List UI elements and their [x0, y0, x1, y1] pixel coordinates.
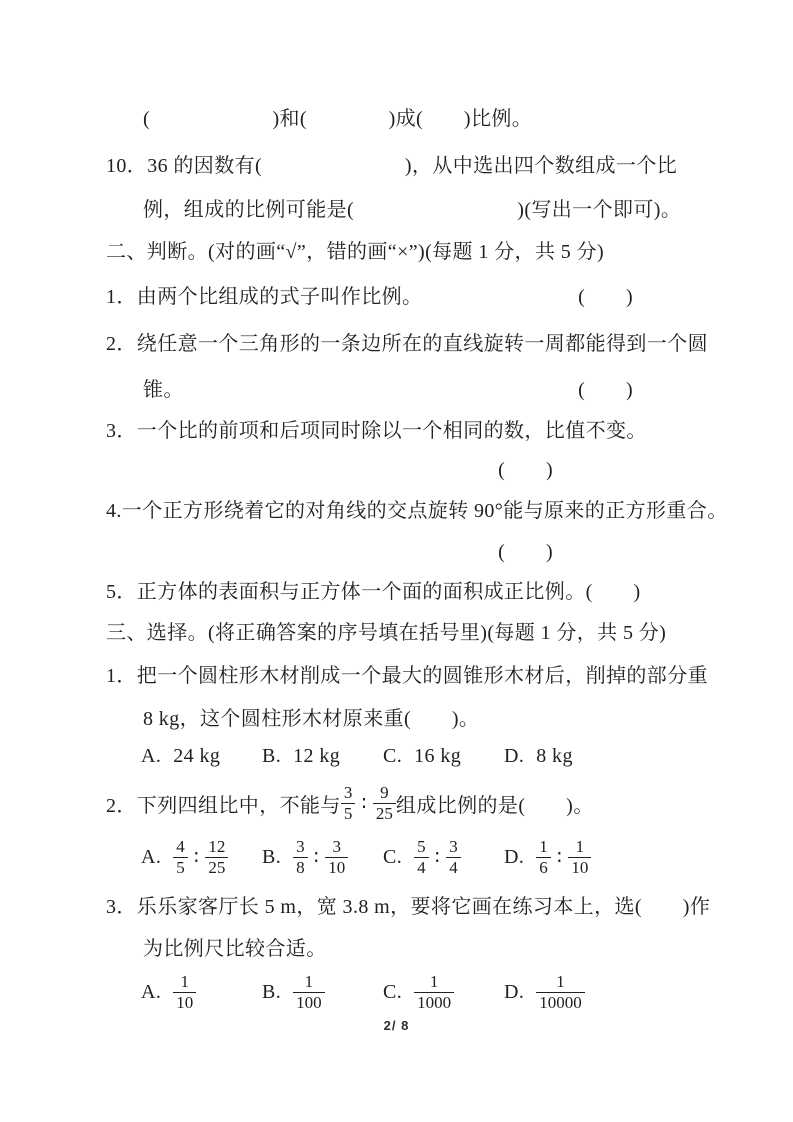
option-label: B.: [262, 980, 282, 1003]
answer-parens: ( ): [585, 580, 641, 603]
option-label: A.: [141, 845, 162, 868]
option-label: C.: [383, 744, 403, 767]
section-3-title: 三、选择。(将正确答案的序号填在括号里)(每题 1 分，共 5 分): [106, 621, 667, 644]
choice-1-options: [106, 737, 701, 775]
fraction: $\frac{12}{25}$: [205, 837, 228, 877]
choice-1-option-a: [141, 745, 262, 768]
choice-3-text-2: 为比例尺比较合适。: [143, 937, 327, 960]
choice-3-text-1: 3．乐乐家客厅长 5 m，宽 3.8 m，要将它画在练习本上，选( )作: [106, 895, 711, 918]
judge-item-4-text: 4.一个正方形绕着它的对角线的交点旋转 90°能与原来的正方形重合。: [106, 499, 728, 522]
option-label: D.: [504, 744, 525, 767]
judge-item-3-text: 3．一个比的前项和后项同时除以一个相同的数，比值不变。: [106, 419, 647, 442]
fraction: $\frac{5}{4}$: [414, 837, 429, 877]
option-value: 24 kg: [173, 744, 221, 767]
choice-1-line-2: [106, 695, 701, 737]
fraction: $\frac{1}{1000}$: [414, 972, 454, 1012]
ratio-value: [293, 837, 348, 877]
choice-3-option-d: [504, 972, 625, 1012]
choice-2-option-a: [141, 837, 262, 877]
answer-parens: ( ): [578, 378, 633, 401]
choice-1-text-2: 8 kg，这个圆柱形木材原来重( )。: [143, 707, 480, 730]
option-label: C.: [383, 980, 403, 1003]
ratio-colon: ∶: [313, 846, 320, 869]
fraction: $\frac{1}{10}$: [173, 972, 196, 1012]
section-2-title: 二、判断。(对的画“√”，错的画“×”)(每题 1 分，共 5 分): [106, 240, 605, 263]
ratio-colon: ∶: [434, 846, 441, 869]
choice-2-option-d: [504, 837, 625, 877]
judge-item-5: [106, 569, 701, 609]
choice-3-option-a: [141, 972, 262, 1012]
option-label: B.: [262, 845, 282, 868]
judge-item-2-line-1: [106, 318, 708, 365]
judge-item-3-answer-line: [106, 447, 701, 487]
answer-parens: ( ): [498, 458, 553, 481]
fraction: $\frac{4}{5}$: [173, 837, 188, 877]
fraction: $\frac{3}{4}$: [446, 837, 461, 877]
choice-1-line-1: [106, 651, 708, 695]
fraction: $\frac{3}{8}$: [293, 837, 308, 877]
ratio-value: [173, 837, 228, 877]
judge-item-1-text: 1．由两个比组成的式子叫作比例。: [106, 286, 423, 308]
option-label: B.: [262, 744, 282, 767]
choice-2-stem-post: 组成比例的是( )。: [395, 794, 594, 817]
choice-2-stem-pre: 2．下列四组比中，不能与: [106, 794, 341, 817]
choice-1-text-1: 1．把一个圆柱形木材削成一个最大的圆锥形木材后，削掉的部分重: [106, 664, 708, 687]
ratio-value: [536, 837, 591, 877]
choice-3-options: [106, 967, 701, 1017]
page-number: 2/ 8: [383, 1018, 410, 1033]
judge-item-2-text-1: 2．绕任意一个三角形的一条边所在的直线旋转一周都能得到一个圆: [106, 333, 708, 355]
choice-1-option-c: [383, 745, 504, 768]
choice-1-option-d: [504, 745, 625, 768]
option-label: A.: [141, 980, 162, 1003]
section-3-heading: [106, 609, 701, 651]
choice-3-option-c: [383, 972, 504, 1012]
answer-parens: ( ): [578, 286, 633, 308]
option-value: 12 kg: [293, 744, 341, 767]
judge-item-2-line-2: [106, 365, 701, 409]
ratio-value: [414, 837, 461, 877]
fraction: $\frac{1}{10000}$: [536, 972, 585, 1012]
choice-3-line-2: [106, 925, 701, 967]
question-10-text-2: 例，组成的比例可能是( )(写出一个即可)。: [143, 198, 682, 221]
option-value: 16 kg: [414, 744, 462, 767]
fraction: $\frac{3}{10}$: [325, 837, 348, 877]
option-label: D.: [504, 980, 525, 1003]
ratio-colon: ∶: [193, 846, 200, 869]
choice-1-option-b: [262, 745, 383, 768]
fraction: $\frac{1}{10}$: [568, 837, 591, 877]
question-10-line-1: [106, 140, 701, 187]
judge-item-5-text: 5．正方体的表面积与正方体一个面的面积成正比例。: [106, 580, 586, 603]
fraction: $\frac{3}{5}$: [341, 783, 356, 823]
fill-in-tail-line: [106, 92, 701, 140]
fill-in-tail-text: ( )和( )成( )比例。: [143, 107, 533, 130]
choice-2-stem: [106, 775, 701, 831]
option-value: 8 kg: [536, 744, 573, 767]
fraction: $\frac{1}{6}$: [536, 837, 551, 877]
judge-item-1: [106, 271, 701, 318]
judge-item-4-line: [106, 487, 728, 529]
fraction: $\frac{1}{100}$: [293, 972, 325, 1012]
question-10-line-2: [106, 187, 701, 227]
option-label: C.: [383, 845, 403, 868]
answer-parens: ( ): [498, 540, 553, 563]
fraction: $\frac{9}{25}$: [373, 783, 396, 823]
choice-2-option-c: [383, 837, 504, 877]
judge-item-4-answer-line: [106, 529, 701, 569]
judge-item-2-text-2: 锥。: [143, 378, 184, 401]
question-10-text-1: 10．36 的因数有( )，从中选出四个数组成一个比: [106, 155, 678, 177]
option-label: A.: [141, 744, 162, 767]
choice-3-option-b: [262, 972, 383, 1012]
option-label: D.: [504, 845, 525, 868]
choice-2-option-b: [262, 837, 383, 877]
section-2-heading: [106, 227, 701, 271]
ratio-colon: ∶: [556, 846, 563, 869]
choice-3-line-1: [106, 883, 711, 925]
choice-2-options: [106, 831, 701, 883]
judge-item-3-line: [106, 409, 701, 447]
ratio-colon: ∶: [361, 792, 367, 815]
